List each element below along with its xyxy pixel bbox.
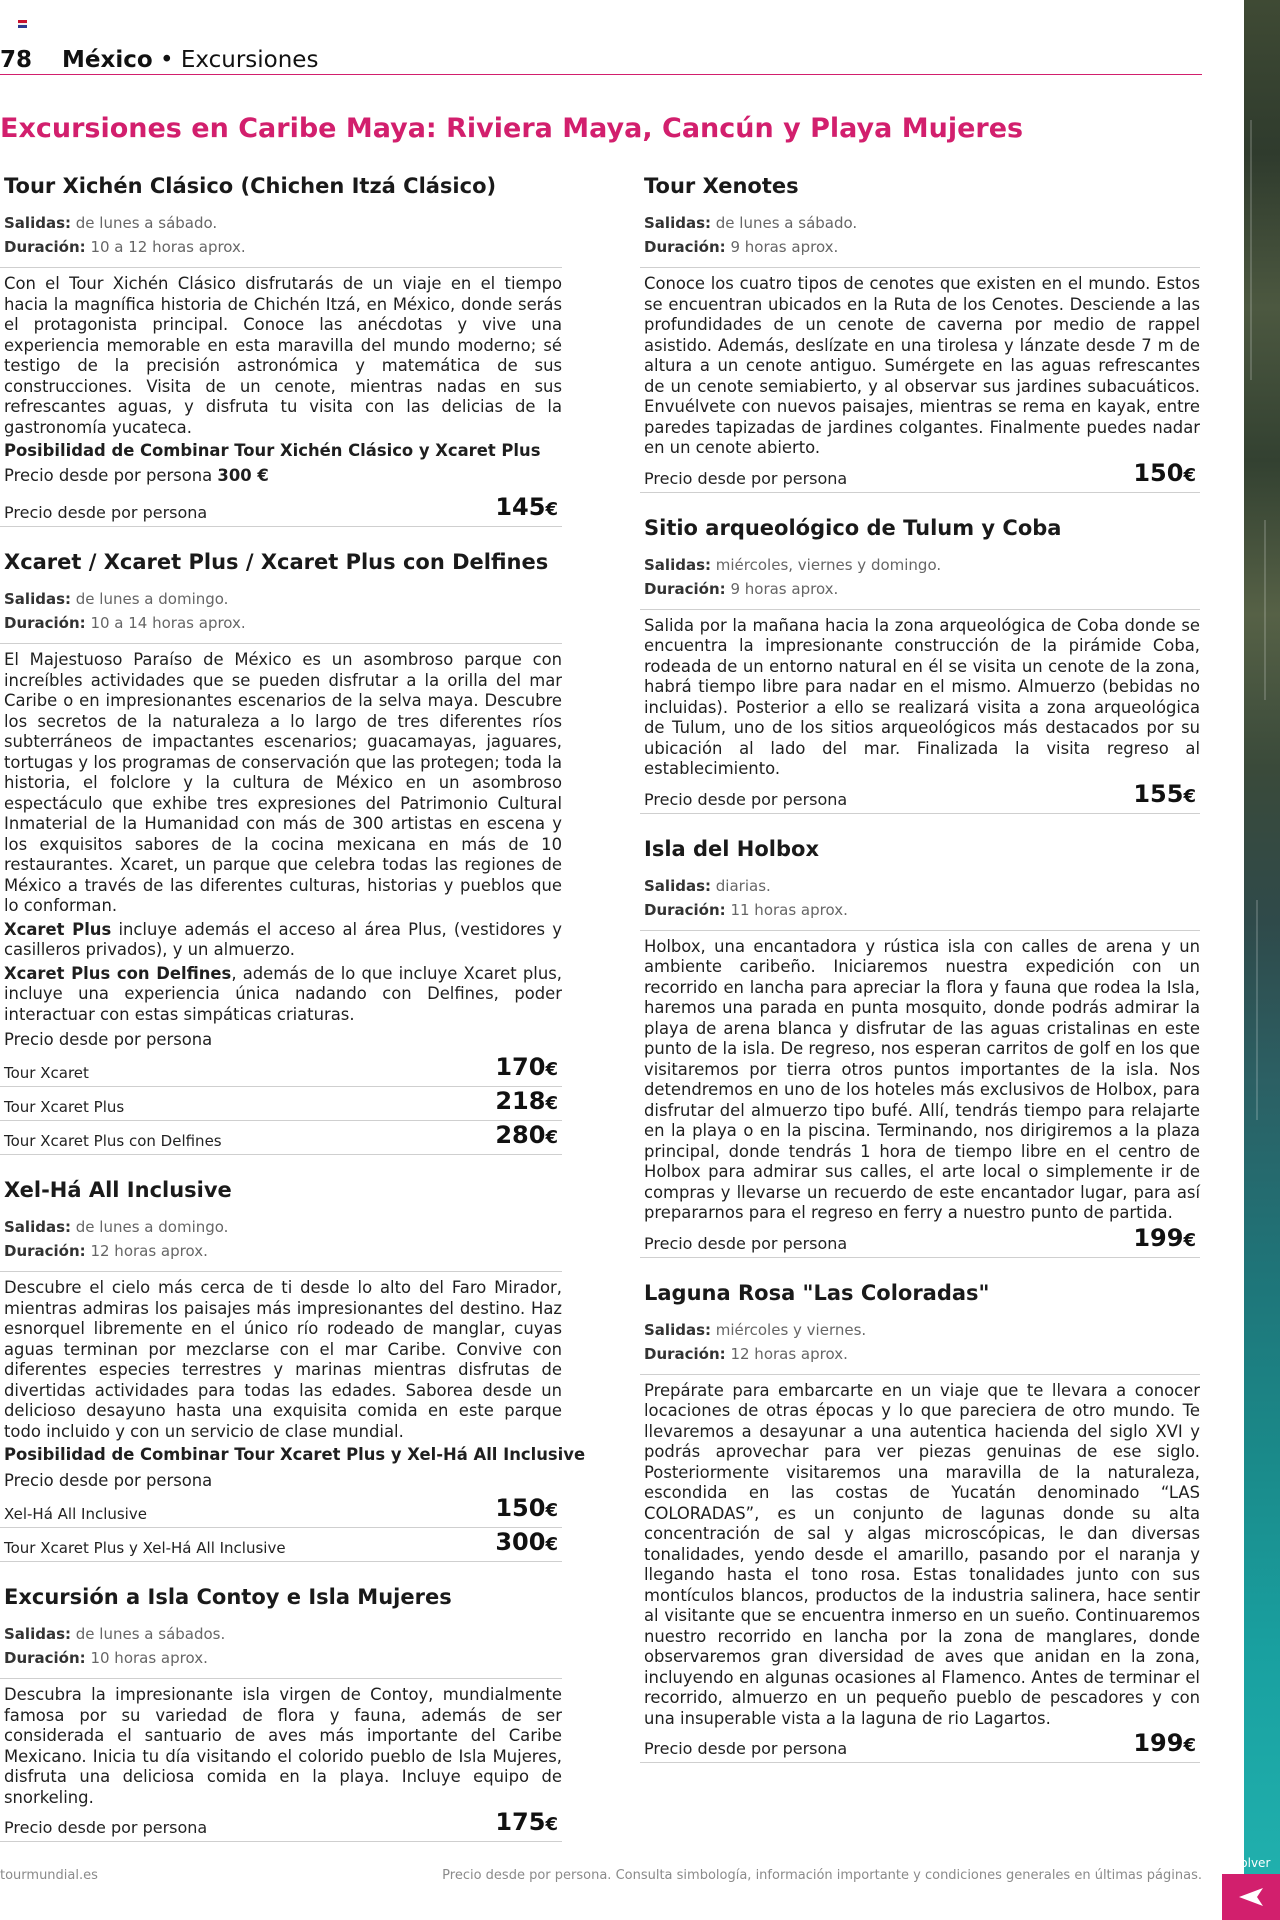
divider <box>640 267 1200 268</box>
duracion-label: Duración: <box>644 1344 726 1363</box>
currency-symbol: € <box>1183 1735 1196 1756</box>
volver-label: Volver <box>1233 1856 1271 1870</box>
salidas-value: de lunes a sábado. <box>75 214 218 232</box>
duracion-label: Duración: <box>644 900 726 919</box>
price-row <box>0 1121 562 1155</box>
combo-price-label: Precio desde por persona <box>4 466 213 485</box>
price-amount: 150 <box>495 1494 546 1522</box>
tour-duracion <box>644 577 1200 601</box>
tour-duracion <box>644 1342 1200 1366</box>
price-label: Tour Xcaret Plus con Delfines <box>4 1132 222 1150</box>
left-column <box>0 173 586 1864</box>
price-amount: 300 <box>495 1528 546 1556</box>
salidas-label: Salidas: <box>644 1320 711 1339</box>
price-amount: 150 <box>1133 458 1184 487</box>
note-text: , además de lo que incluye Xcaret plus, incluye una experiencia única nadando con Delfines, poder interactuar con estas simpáticas criaturas. <box>4 963 562 1024</box>
tour-salidas <box>4 1215 562 1239</box>
salidas-label: Salidas: <box>4 590 71 608</box>
currency-symbol: € <box>545 1127 558 1148</box>
price-row <box>640 1729 1200 1763</box>
currency-symbol: € <box>545 1814 558 1835</box>
tour-xelha <box>0 1177 586 1562</box>
currency-symbol: € <box>545 499 558 520</box>
tour-description: Descubra la impresionante isla virgen de Contoy, mundialmente famosa por su variedad de flora y fauna, además de ser considerada el santuario de aves más importante del Caribe Mexicano. Inicia tu día visitando el colorido pueblo de Isla Mujeres, disfruta una deliciosa comida en la playa. Incluye equipo de snorkeling. <box>4 1685 562 1807</box>
price-label: Precio desde por persona <box>644 1233 848 1253</box>
salidas-value: diarias. <box>715 876 771 895</box>
salidas-label: Salidas: <box>644 876 711 895</box>
duracion-value: 10 horas aprox. <box>90 1649 208 1667</box>
price-value <box>1133 780 1196 811</box>
combo-price-value: 300 € <box>217 466 269 485</box>
page-header <box>0 44 1202 76</box>
salidas-label: Salidas: <box>644 555 711 574</box>
duracion-label: Duración: <box>4 614 86 632</box>
divider <box>0 267 562 268</box>
price-value <box>495 493 558 524</box>
price-amount: 175 <box>495 1808 546 1836</box>
price-value <box>1133 459 1196 490</box>
footer-disclaimer: Precio desde por persona. Consulta simbología, información importante y condiciones generales en últimas páginas. <box>442 1868 1202 1883</box>
footer-site-link[interactable]: tourmundial.es <box>0 1868 98 1883</box>
tour-title: Sitio arqueológico de Tulum y Coba <box>644 515 1062 540</box>
divider <box>640 609 1200 610</box>
price-value <box>495 1053 558 1084</box>
duracion-value: 12 horas aprox. <box>730 1344 848 1363</box>
duracion-label: Duración: <box>4 238 86 256</box>
right-column <box>640 173 1200 1785</box>
back-arrow-icon <box>1237 1886 1265 1908</box>
note-bold: Xcaret Plus con Delfines <box>4 963 232 983</box>
divider <box>640 930 1200 931</box>
tour-duracion <box>4 1239 562 1263</box>
divider <box>0 643 562 644</box>
tour-xichen <box>0 173 562 527</box>
price-value <box>495 1121 558 1152</box>
combo-price-line <box>4 465 562 487</box>
price-label: Xel-Há All Inclusive <box>4 1505 147 1523</box>
flag-icon <box>18 20 27 28</box>
duracion-label: Duración: <box>4 1242 86 1260</box>
tour-title: Tour Xenotes <box>644 174 799 198</box>
tour-salidas <box>4 211 562 235</box>
note-bold: Xcaret Plus <box>4 919 112 939</box>
salidas-label: Salidas: <box>4 1625 71 1643</box>
header-divider <box>0 74 1202 75</box>
tour-description: Holbox, una encantadora y rústica isla con calles de arena y un ambiente caribeño. Iniciaremos nuestra expedición con un recorrido en lancha para apreciar la flora y fauna que rodea la Isla, haremos una parada en punta mosquito, donde podrás admirar la playa de arena blanca y disfrutar de las aguas cristalinas en este punto de la isla. De regreso, nos esperan carritos de golf en los que visitaremos por tierra otros puntos importantes de la isla. Nos detendremos en uno de los hoteles más exclusivos de Holbox, para disfrutar del almuerzo tipo bufé. Allí, tendrás tiempo para relajarte en la playa o en la piscina. Terminando, nos dirigiremos a la plaza principal, donde tendrás 1 hora de tiempo libre en el centro de Holbox para admirar sus calles, el arte local o simplemente ir de compras y llevarse un recuerdo de este encantador lugar, para así prepararnos para el regreso en ferry a nuestro punto de partida. <box>644 936 1200 1222</box>
currency-symbol: € <box>545 1500 558 1521</box>
price-label: Precio desde por persona <box>4 503 208 522</box>
tour-holbox <box>640 836 1200 1258</box>
currency-symbol: € <box>1183 1229 1196 1251</box>
price-row <box>640 780 1200 814</box>
divider <box>640 1374 1200 1375</box>
duracion-value: 12 horas aprox. <box>90 1242 208 1260</box>
currency-symbol: € <box>1183 464 1196 486</box>
currency-symbol: € <box>545 1093 558 1114</box>
tour-description: El Majestuoso Paraíso de México es un asombroso parque con increíbles actividades que se pueden disfrutar a la orilla del mar Caribe o en impresionantes escenarios de la selva maya. Descubre los secretos de la naturaleza a lo largo de tres diferentes ríos subterráneos de impactantes escenarios; guacamayas, jaguares, tortugas y los programas de conservación que las protegen; toda la historia, el folclore y la cultura de México en un asombroso espectáculo que exhibe tres expresiones del Patrimonio Cultural Inmaterial de la Humanidad con más de 300 artistas en escena y los exquisitos sabores de la cocina mexicana en más de 10 restaurantes. Xcaret, un parque que celebra todas las regiones de México a través de las diferentes culturas, historias y pueblos que lo conforman. <box>4 650 562 915</box>
page-title: Excursiones en Caribe Maya: Riviera Maya, Cancún y Playa Mujeres <box>0 113 1024 144</box>
price-value <box>1133 1224 1196 1255</box>
section-title-bold: México <box>62 47 153 73</box>
price-row <box>0 1808 562 1842</box>
tour-salidas <box>4 1622 562 1646</box>
salidas-label: Salidas: <box>4 1218 71 1236</box>
price-row <box>0 1053 562 1087</box>
tour-title: Tour Xichén Clásico (Chichen Itzá Clásico) <box>4 174 497 198</box>
salidas-label: Salidas: <box>4 214 71 232</box>
combo-title: Posibilidad de Combinar Tour Xichén Clásico y Xcaret Plus <box>4 441 541 460</box>
price-row <box>0 1528 562 1562</box>
price-amount: 145 <box>495 493 546 521</box>
duracion-value: 10 a 14 horas aprox. <box>90 614 246 632</box>
tour-laguna-rosa <box>640 1280 1200 1764</box>
salidas-value: de lunes a domingo. <box>75 1218 229 1236</box>
tour-salidas <box>644 211 1200 235</box>
tour-title: Isla del Holbox <box>644 836 819 861</box>
duracion-value: 9 horas aprox. <box>730 579 839 598</box>
duracion-value: 10 a 12 horas aprox. <box>90 238 246 256</box>
divider <box>0 1271 562 1272</box>
price-value <box>495 1528 558 1559</box>
price-label: Precio desde por persona <box>4 1818 208 1837</box>
tour-contoy <box>0 1584 562 1842</box>
divider <box>0 1678 562 1679</box>
tour-description: Prepárate para embarcarte en un viaje que te llevara a conocer locaciones de otras épocas y lo que pareciera de otro mundo. Te llevaremos a desayunar a una autentica hacienda del siglo XVI y podrás aprovechar para ver piezas genuinas de ese siglo. Posteriormente visitaremos una maravilla de la naturaleza, escondida en las costas de Yucatán denominado “LAS COLORADAS”, es un conjunto de lagunas donde su alta concentración de sal y algas microscópicas, le dan diversas tonalidades, yendo desde el amarillo, pasando por el naranja y llegando hasta el tono rosa. Estas tonalidades junto con sus montículos blancos, productos de la industria salinera, hace sentir al visitante que se encuentra inmerso en un sueño. Continuaremos nuestro recorrido en lancha por la zona de manglares, donde observaremos gran diversidad de aves que anidan en la zona, incluyendo en algunas ocasiones al Flamenco. Antes de terminar el recorrido, almuerzo en un pequeño pueblo de pescadores y con una insuperable vista a la laguna de rio Lagartos. <box>644 1380 1200 1728</box>
price-amount: 155 <box>1133 779 1184 808</box>
price-value <box>1133 1729 1196 1760</box>
tour-description: Salida por la mañana hacia la zona arqueológica de Coba donde se encuentra la impresionante construcción de la pirámide Coba, rodeada de un entorno natural en él se visita un cenote de la zona, habrá tiempo libre para nadar en el mismo. Almuerzo (bebidas no incluidas). Posterior a ello se realizará visita a zona arqueológica de Tulum, uno de los sitios arqueológicos más destacados por su ubicación al lado del mar. Finalizada la visita regreso al establecimiento. <box>644 615 1200 778</box>
price-row <box>640 1224 1200 1258</box>
salidas-label: Salidas: <box>644 214 711 232</box>
currency-symbol: € <box>545 1059 558 1080</box>
salidas-value: de lunes a domingo. <box>75 590 229 608</box>
volver-button[interactable] <box>1222 1874 1280 1920</box>
price-amount: 170 <box>495 1053 546 1081</box>
price-amount: 218 <box>495 1087 546 1115</box>
duracion-label: Duración: <box>644 238 726 256</box>
price-amount: 280 <box>495 1121 546 1149</box>
combo-title: Posibilidad de Combinar Tour Xcaret Plus y Xel-Há All Inclusive <box>4 1445 586 1464</box>
duracion-label: Duración: <box>644 579 726 598</box>
duracion-value: 9 horas aprox. <box>730 238 839 256</box>
currency-symbol: € <box>545 1534 558 1555</box>
tour-duracion <box>4 235 562 259</box>
price-value <box>495 1808 558 1839</box>
tour-duracion <box>4 1646 562 1670</box>
salidas-value: miércoles, viernes y domingo. <box>715 555 942 574</box>
price-label: Precio desde por persona <box>644 468 848 488</box>
side-photo-strip <box>1244 0 1280 1920</box>
duracion-label: Duración: <box>4 1649 86 1667</box>
price-amount: 199 <box>1133 1223 1184 1252</box>
duracion-value: 11 horas aprox. <box>730 900 848 919</box>
tour-salidas <box>4 587 562 611</box>
section-separator: • <box>152 47 181 73</box>
tour-salidas <box>644 874 1200 898</box>
tour-title: Excursión a Isla Contoy e Isla Mujeres <box>4 1585 452 1609</box>
price-value <box>495 1494 558 1525</box>
section-title <box>62 47 318 73</box>
tour-title: Xcaret / Xcaret Plus / Xcaret Plus con Delfines <box>4 550 549 574</box>
salidas-value: miércoles y viernes. <box>715 1320 867 1339</box>
tour-title: Laguna Rosa "Las Coloradas" <box>644 1280 990 1305</box>
price-label: Tour Xcaret Plus <box>4 1098 125 1116</box>
price-row <box>0 1494 562 1528</box>
tour-salidas <box>644 553 1200 577</box>
price-heading: Precio desde por persona <box>4 1030 213 1049</box>
tour-description: Con el Tour Xichén Clásico disfrutarás de un viaje en el tiempo hacia la magnífica historia de Chichén Itzá, en México, donde serás el protagonista principal. Conoce las anécdotas y vive una experiencia memorable en esta maravilla del mundo moderno; sé testigo de la precisión astronómica y matemática de sus construcciones. Visita de un cenote, mientras nadas en sus refrescantes aguas, y disfruta tu visita con las delicias de la gastronomía yucateca. <box>4 274 562 437</box>
xcaret-delfines-note <box>4 964 562 1026</box>
tour-duracion <box>644 235 1200 259</box>
tour-xenotes <box>640 173 1200 493</box>
note-text: incluye además el acceso al área Plus, (vestidores y casilleros privados), y un almuerzo. <box>4 919 562 959</box>
xcaret-plus-note <box>4 920 562 961</box>
price-label: Precio desde por persona <box>644 789 848 809</box>
tour-salidas <box>644 1318 1200 1342</box>
page-number: 78 <box>0 47 33 73</box>
page-footer <box>0 1868 1210 1886</box>
price-row <box>0 1087 562 1121</box>
tour-duracion <box>4 611 562 635</box>
price-amount: 199 <box>1133 1729 1184 1757</box>
tour-xcaret <box>0 549 562 1155</box>
salidas-value: de lunes a sábados. <box>75 1625 226 1643</box>
currency-symbol: € <box>1183 785 1196 807</box>
tour-title: Xel-Há All Inclusive <box>4 1178 232 1202</box>
price-label: Tour Xcaret Plus y Xel-Há All Inclusive <box>4 1539 286 1557</box>
tour-tulum <box>640 515 1200 814</box>
section-title-rest: Excursiones <box>180 47 319 73</box>
tour-description: Descubre el cielo más cerca de ti desde lo alto del Faro Mirador, mientras admiras los paisajes más impresionantes del destino. Haz esnorquel libremente en el único río rodeado de manglar, cuyas aguas terminan por mezclarse con el mar Caribe. Convive con diferentes especies terrestres y marinas mientras disfrutas de divertidas actividades para todas las edades. Saborea desde un delicioso desayuno hasta una exquisita comida en este parque todo incluido y con un servicio de clase mundial. <box>4 1278 562 1441</box>
price-row <box>640 459 1200 493</box>
salidas-value: de lunes a sábado. <box>715 214 858 232</box>
price-label: Precio desde por persona <box>644 1739 848 1758</box>
tour-duracion <box>644 898 1200 922</box>
price-heading: Precio desde por persona <box>4 1471 213 1490</box>
price-row <box>0 493 562 527</box>
price-label: Tour Xcaret <box>4 1064 89 1082</box>
tour-description: Conoce los cuatro tipos de cenotes que existen en el mundo. Estos se encuentran ubicados en la Ruta de los Cenotes. Desciende a las profundidades de un cenote de caverna por medio de rappel asistido. Además, deslízate en una tirolesa y lánzate desde 7 m de altura a un cenote antiguo. Sumérgete en las aguas refrescantes de un cenote semiabierto, y al observar sus jardines subacuáticos. Envuélvete con nuevos paisajes, mientras se rema en kayak, entre paredes tapizadas de jardines colgantes. Finalmente puedes nadar en un cenote abierto. <box>644 274 1200 457</box>
price-value <box>495 1087 558 1118</box>
